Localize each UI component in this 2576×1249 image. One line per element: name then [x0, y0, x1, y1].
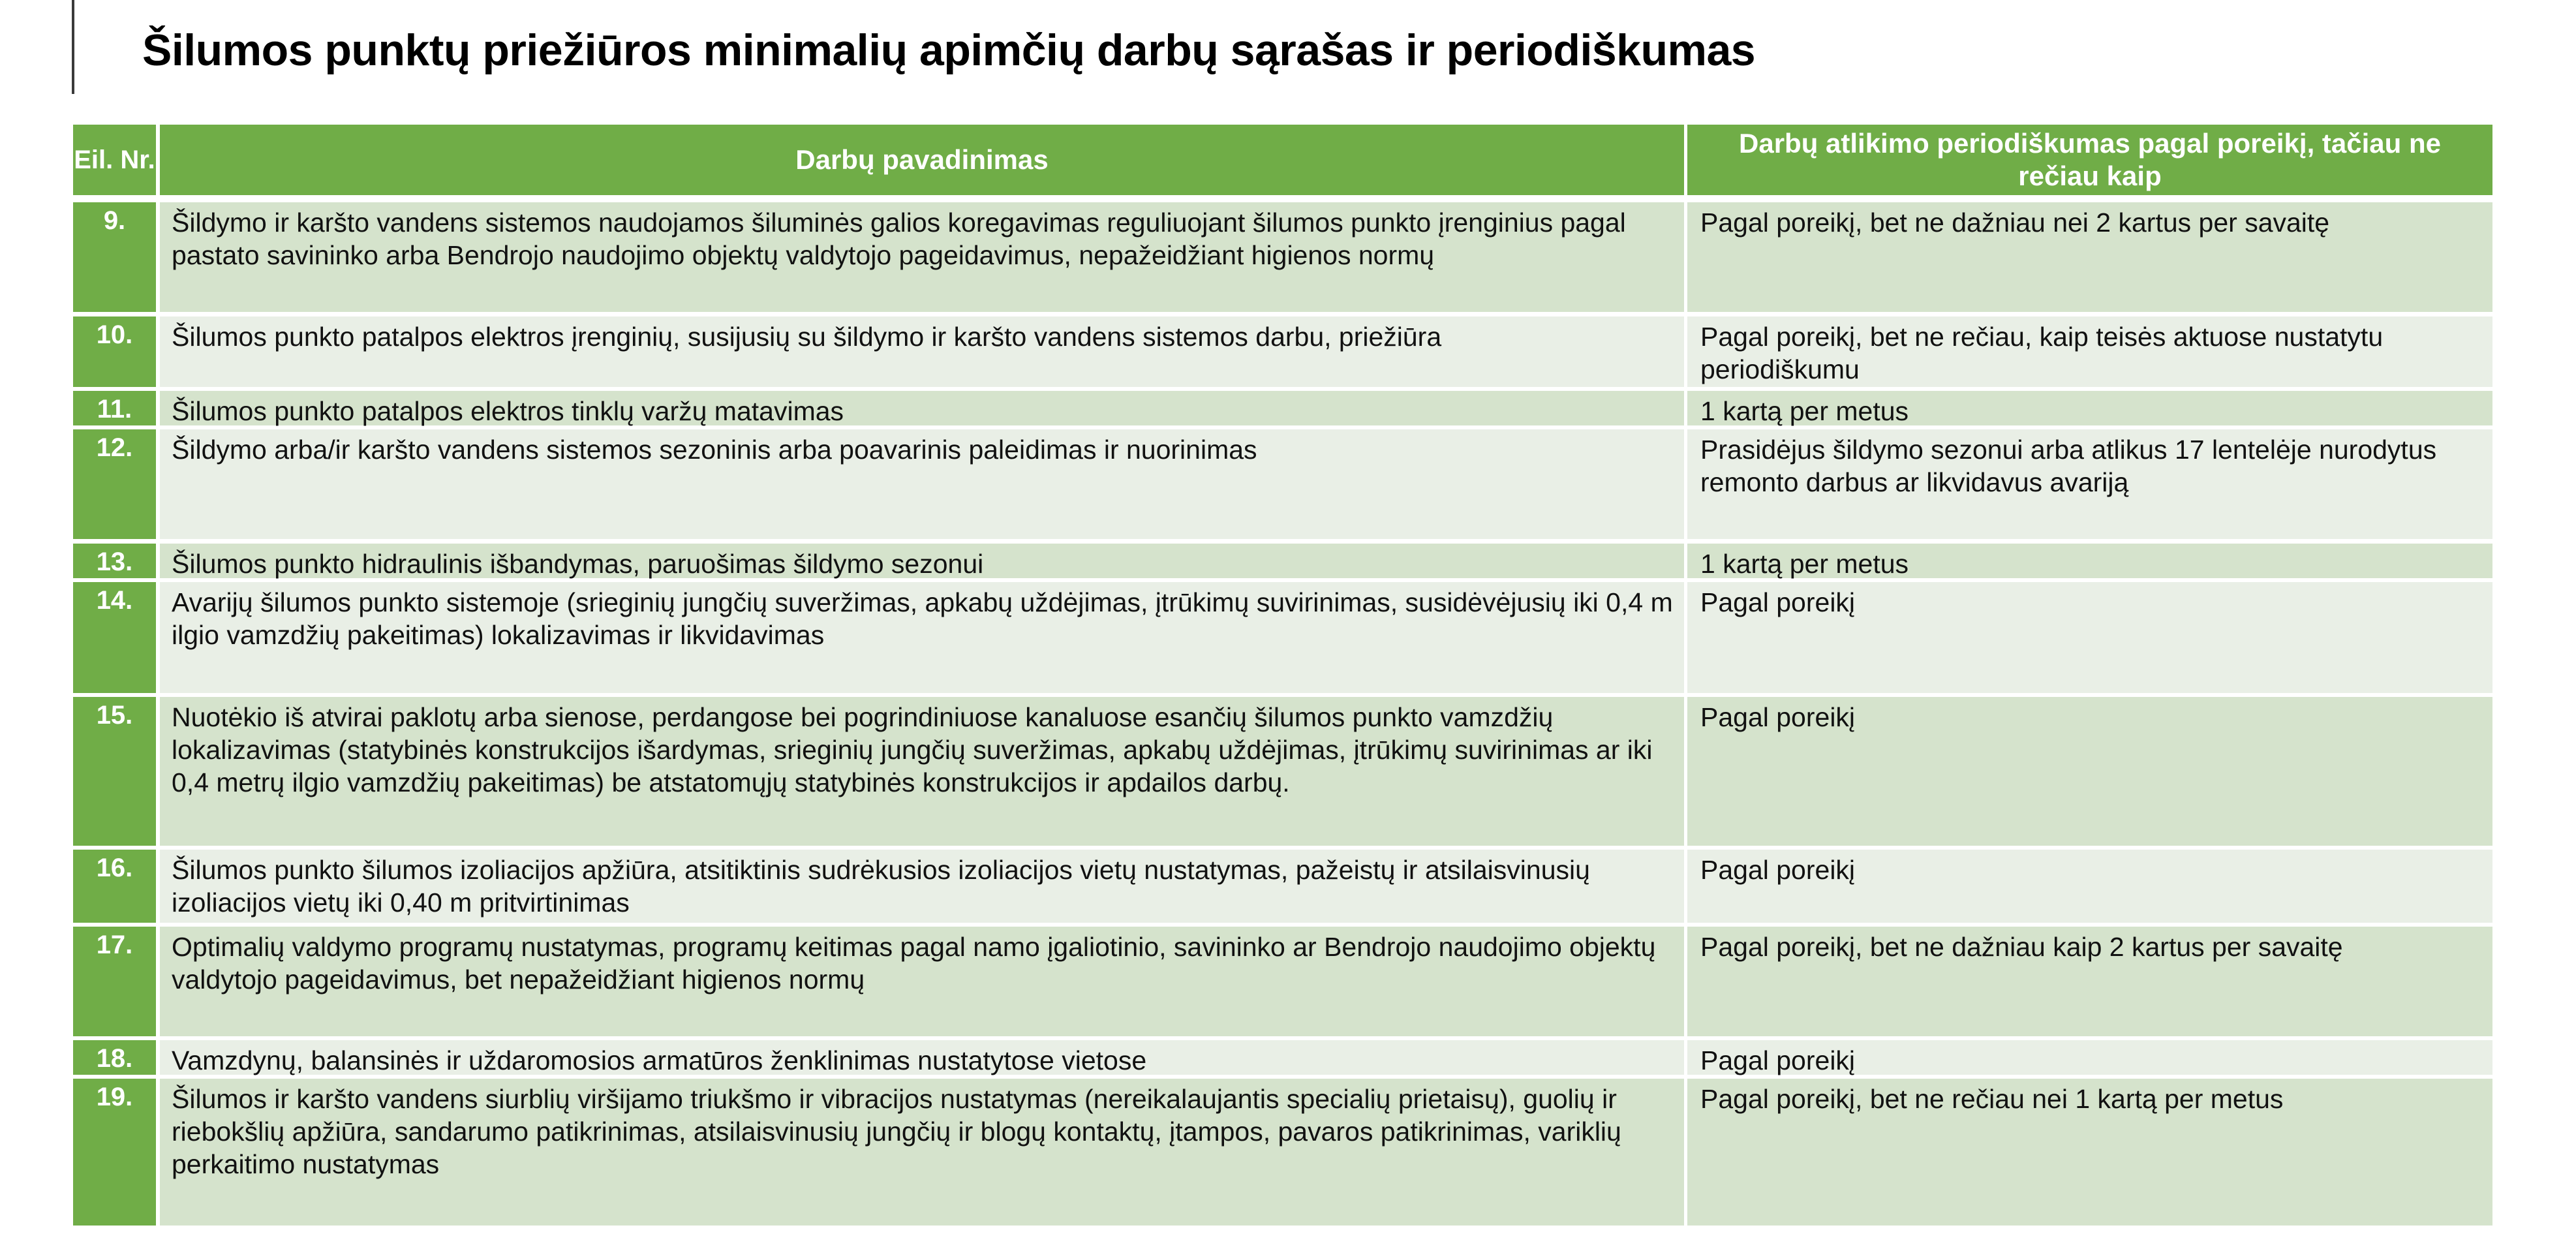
row-work-name: Optimalių valdymo programų nustatymas, programų keitimas pagal namo įgaliotinio, savininko ar Bendrojo naudojimo objektų valdytojo pageidavimus, bet nepažeidžiant higienos normų — [160, 927, 1684, 1036]
row-periodicity: 1 kartą per metus — [1687, 544, 2492, 578]
row-periodicity: Pagal poreikį, bet ne rečiau, kaip teisės aktuose nustatytu periodiškumu — [1687, 316, 2492, 387]
row-work-name: Šilumos punkto patalpos elektros įrenginių, susijusių su šildymo ir karšto vandens sistemos darbu, priežiūra — [160, 316, 1684, 387]
row-periodicity: Pagal poreikį, bet ne rečiau nei 1 kartą per metus — [1687, 1079, 2492, 1226]
row-number: 14. — [73, 582, 156, 693]
row-periodicity: Pagal poreikį — [1687, 850, 2492, 923]
row-work-name: Vamzdynų, balansinės ir uždaromosios armatūros ženklinimas nustatytose vietose — [160, 1040, 1684, 1075]
row-periodicity: 1 kartą per metus — [1687, 391, 2492, 425]
table-row — [73, 1079, 2492, 1226]
table-row — [73, 582, 2492, 693]
row-number: 10. — [73, 316, 156, 387]
table-row — [73, 391, 2492, 425]
title-accent-bar — [72, 0, 74, 94]
table-row — [73, 1040, 2492, 1075]
row-number: 18. — [73, 1040, 156, 1075]
row-periodicity: Pagal poreikį, bet ne dažniau kaip 2 kartus per savaitę — [1687, 927, 2492, 1036]
page-title: Šilumos punktų priežiūros minimalių apimčių darbų sąrašas ir periodiškumas — [142, 25, 1756, 75]
row-work-name: Šilumos ir karšto vandens siurblių viršijamo triukšmo ir vibracijos nustatymas (nereikalaujantis specialių prietaisų), guolių ir riebokšlių apžiūra, sandarumo patikrinimas, atsilaisvinusių jungčių ir blogų kontaktų, įtampos, pavaros patikrinimas, variklių perkaitimo nustatymas — [160, 1079, 1684, 1226]
row-number: 13. — [73, 544, 156, 578]
table-header-row — [73, 125, 2492, 195]
row-periodicity: Pagal poreikį — [1687, 697, 2492, 846]
row-work-name: Nuotėkio iš atvirai paklotų arba sienose, perdangose bei pogrindiniuose kanaluose esančių šilumos punkto vamzdžių lokalizavimas (statybinės konstrukcijos išardymas, srieginių jungčių suveržimas, apkabų uždėjimas, įtrūkimų suvirinimas ar iki 0,4 metrų ilgio vamzdžių pakeitimas) be atstatomųjų statybinės konstrukcijos ir apdailos darbų. — [160, 697, 1684, 846]
row-work-name: Šilumos punkto šilumos izoliacijos apžiūra, atsitiktinis sudrėkusios izoliacijos vietų nustatymas, pažeistų ir atsilaisvinusių izoliacijos vietų iki 0,40 m pritvirtinimas — [160, 850, 1684, 923]
row-number: 19. — [73, 1079, 156, 1226]
row-periodicity: Prasidėjus šildymo sezonui arba atlikus 17 lentelėje nurodytus remonto darbus ar likvidavus avariją — [1687, 429, 2492, 539]
table-row — [73, 927, 2492, 1036]
table-row — [73, 316, 2492, 387]
table-row — [73, 429, 2492, 539]
header-periodicity: Darbų atlikimo periodiškumas pagal poreikį, tačiau ne rečiau kaip — [1687, 125, 2492, 195]
row-work-name: Šilumos punkto patalpos elektros tinklų varžų matavimas — [160, 391, 1684, 425]
row-number: 15. — [73, 697, 156, 846]
table-row — [73, 697, 2492, 846]
table-row — [73, 544, 2492, 578]
header-work-name: Darbų pavadinimas — [160, 125, 1684, 195]
row-work-name: Šildymo ir karšto vandens sistemos naudojamos šiluminės galios koregavimas reguliuojant šilumos punkto įrenginius pagal pastato savininko arba Bendrojo naudojimo objektų valdytojo pageidavimus, nepažeidžiant higienos normų — [160, 202, 1684, 312]
row-periodicity: Pagal poreikį — [1687, 1040, 2492, 1075]
row-work-name: Avarijų šilumos punkto sistemoje (srieginių jungčių suveržimas, apkabų uždėjimas, įtrūkimų suvirinimas, susidėvėjusių iki 0,4 m ilgio vamzdžių pakeitimas) lokalizavimas ir likvidavimas — [160, 582, 1684, 693]
row-number: 11. — [73, 391, 156, 425]
row-number: 16. — [73, 850, 156, 923]
row-number: 9. — [73, 202, 156, 312]
row-number: 12. — [73, 429, 156, 539]
table-row — [73, 202, 2492, 312]
header-number: Eil. Nr. — [73, 125, 156, 195]
row-periodicity: Pagal poreikį, bet ne dažniau nei 2 kartus per savaitę — [1687, 202, 2492, 312]
row-work-name: Šilumos punkto hidraulinis išbandymas, paruošimas šildymo sezonui — [160, 544, 1684, 578]
table-row — [73, 850, 2492, 923]
row-periodicity: Pagal poreikį — [1687, 582, 2492, 693]
row-number: 17. — [73, 927, 156, 1036]
row-work-name: Šildymo arba/ir karšto vandens sistemos sezoninis arba poavarinis paleidimas ir nuorinimas — [160, 429, 1684, 539]
